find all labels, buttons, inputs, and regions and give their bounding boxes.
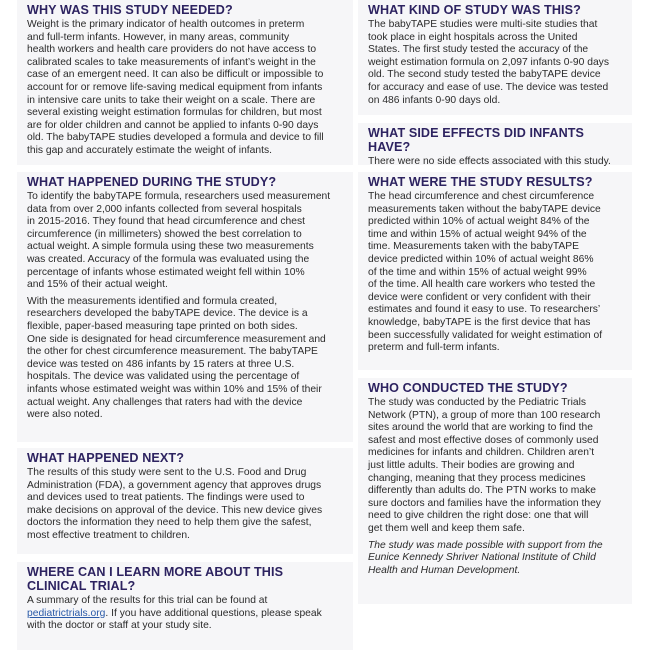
text-line: sites around the world that are working to find the [368, 422, 593, 434]
text-line: States. The first study tested the accuracy of the [368, 44, 589, 56]
paragraph [27, 191, 343, 292]
text-line: the other for chest circumference measurement. The babyTAPE [27, 346, 318, 358]
text-line: percentage of infants whose estimated weight fell within 10% [27, 266, 305, 278]
text-line: calibrated scales to take measurements of infant’s weight in the [27, 56, 316, 68]
paragraph [368, 156, 622, 169]
text-line: case of an emergent need. It can also be difficult or impossible to [27, 69, 324, 81]
section-learn-more [17, 562, 353, 650]
text-line: old. The babyTAPE studies developed a formula and device to fill [27, 132, 324, 144]
text-line: and full-term infants. However, in many areas, community [27, 31, 290, 43]
text-line: account for or remove life-saving medical equipment from infants [27, 81, 323, 93]
text-line: weight estimation formula on 2,097 infants 0-90 days [368, 56, 609, 68]
paragraph [27, 467, 343, 543]
text-line: estimates and found it easy to use. To researchers’ [368, 304, 601, 316]
text-line: several existing weight estimation formulas for children, but most [27, 107, 322, 119]
section-study-results [358, 172, 632, 370]
text-line: and devices used to treat patients. The findings were used to [27, 492, 305, 504]
text-line: are for older children and cannot be applied to infants 0-90 days [27, 119, 319, 131]
text-line: predicted within 10% of actual weight 84% of the [368, 216, 590, 228]
text-line: safest and most effective doses of commonly used [368, 434, 599, 446]
text-line: One side is designated for head circumference measurement and [27, 333, 326, 345]
text-line: device were confident or very confident with their [368, 291, 591, 303]
section-heading [27, 565, 343, 593]
text-line: There were no side effects associated with this study. [368, 156, 611, 167]
text-line: The study was made possible with support from the [368, 539, 603, 551]
paragraph [368, 19, 622, 107]
section-heading: WHY WAS THIS STUDY NEEDED? [27, 3, 233, 17]
text-line: A summary of the results for this trial can be found at [27, 595, 268, 606]
text-line: been successfully validated for weight estimation of [368, 329, 603, 341]
text-line: Administration (FDA), a government agency that approves drugs [27, 479, 322, 491]
section-what-next [17, 448, 353, 554]
text-line: need to give children the right dose: one that will [368, 510, 589, 522]
text-line: get them well and keep them safe. [368, 522, 525, 534]
text-line: The results of this study were sent to the U.S. Food and Drug [27, 467, 307, 478]
text-line: and 15% of their actual weight. [27, 279, 168, 291]
paragraph [368, 191, 622, 355]
text-line: knowledge, babyTAPE is the first device that has [368, 316, 591, 328]
text-line: took place in eight hospitals across the United [368, 31, 578, 43]
section-heading: WHAT KIND OF STUDY WAS THIS? [368, 3, 581, 17]
text-line: preterm and full-term infants. [368, 342, 500, 354]
text-line: Network (PTN), a group of more than 100 research [368, 409, 601, 421]
text-line: device predicted within 10% of actual weight 86% [368, 253, 594, 265]
text-line: make decisions on approval of the device. This new device gives [27, 504, 323, 516]
text-line: in intensive care units to take their weight on a scale. There are [27, 94, 316, 106]
section-kind-of-study [358, 0, 632, 115]
section-heading: WHAT HAPPENED DURING THE STUDY? [27, 175, 277, 189]
heading-line: CLINICAL TRIAL? [27, 579, 136, 593]
heading-line: WHERE CAN I LEARN MORE ABOUT THIS [27, 565, 284, 579]
text-line: of the time. All health care workers who tested the [368, 279, 596, 291]
text-line: this gap and accurately estimate the weight of infants. [27, 144, 272, 156]
section-heading: WHO CONDUCTED THE STUDY? [368, 381, 568, 395]
section-why-needed [17, 0, 353, 165]
text-line: infants whose estimated weight was within 10% and 15% of their [27, 383, 322, 395]
text-line: Health and Human Development. [368, 564, 521, 576]
text-line: with the doctor or staff at your study site. [27, 620, 212, 632]
text-line: health workers and health care providers do not have access to [27, 44, 317, 56]
text-line: old. The second study tested the babyTAPE device [368, 69, 601, 81]
text-line: To identify the babyTAPE formula, researchers used measurement [27, 191, 331, 202]
text-line: just little adults. Their bodies are growing and [368, 459, 575, 471]
text-line: Eunice Kennedy Shriver National Institute of Child [368, 552, 596, 564]
text-line: hospitals. The device was validated using the percentage of [27, 371, 300, 383]
section-heading: WHAT SIDE EFFECTS DID INFANTS HAVE? [368, 126, 585, 154]
section-during-study [17, 172, 353, 442]
text-line: sure doctors and families have the information they [368, 497, 601, 509]
text-line: The head circumference and chest circumference [368, 191, 595, 202]
text-line: was created. Accuracy of the formula was evaluated using the [27, 253, 310, 265]
text-line: actual weight. Any challenges that raters had with the device [27, 396, 303, 408]
text-line: . If you have additional questions, please speak [105, 607, 322, 619]
text-line: for accuracy and ease of use. The device was tested [368, 81, 609, 93]
paragraph [27, 296, 343, 422]
text-line: most effective treatment to children. [27, 529, 190, 541]
text-line: device was tested on 486 infants by 15 raters at three U.S. [27, 358, 295, 370]
text-line: on 486 infants 0-90 days old. [368, 94, 501, 106]
text-line: circumference (in millimeters) showed the best correlation to [27, 228, 302, 240]
text-line: researchers developed the babyTAPE device. The device is a [27, 308, 308, 320]
paragraph [27, 595, 343, 633]
text-line: Weight is the primary indicator of health outcomes in preterm [27, 19, 305, 30]
text-line: were also noted. [27, 409, 103, 421]
paragraph [27, 19, 343, 158]
text-line: of the time and within 15% of actual weight 99% [368, 266, 587, 278]
text-line: time. Measurements taken with the babyTAPE [368, 241, 579, 253]
text-line: The study was conducted by the Pediatric Trials [368, 397, 587, 408]
text-line: time and within 15% of actual weight 94% of the [368, 228, 587, 240]
text-line: medicines for infants and children. Children aren’t [368, 447, 595, 459]
section-who-conducted [358, 378, 632, 604]
funding-note [368, 540, 622, 578]
section-side-effects [358, 123, 632, 165]
text-line: actual weight. A simple formula using these two measurements [27, 241, 314, 253]
text-line: changing, meaning that they process medicines [368, 472, 586, 484]
text-line: The babyTAPE studies were multi-site studies that [368, 19, 598, 30]
text-line: With the measurements identified and formula created, [27, 295, 278, 307]
text-line: measurements taken without the babyTAPE device [368, 203, 601, 215]
text-line: doctors the information they need to help them give the safest, [27, 517, 312, 529]
section-heading: WHAT WERE THE STUDY RESULTS? [368, 175, 593, 189]
text-line: differently than adults do. The PTN works to make [368, 485, 596, 497]
text-line: data from over 2,000 infants collected from several hospitals [27, 203, 302, 215]
section-heading: WHAT HAPPENED NEXT? [27, 451, 184, 465]
pediatrictrials-link[interactable]: pediatrictrials.org [27, 607, 106, 619]
paragraph [368, 397, 622, 536]
text-line: flexible, paper-based measuring tape printed on both sides. [27, 320, 298, 332]
text-line: in 2015-2016. They found that head circumference and chest [27, 216, 306, 228]
